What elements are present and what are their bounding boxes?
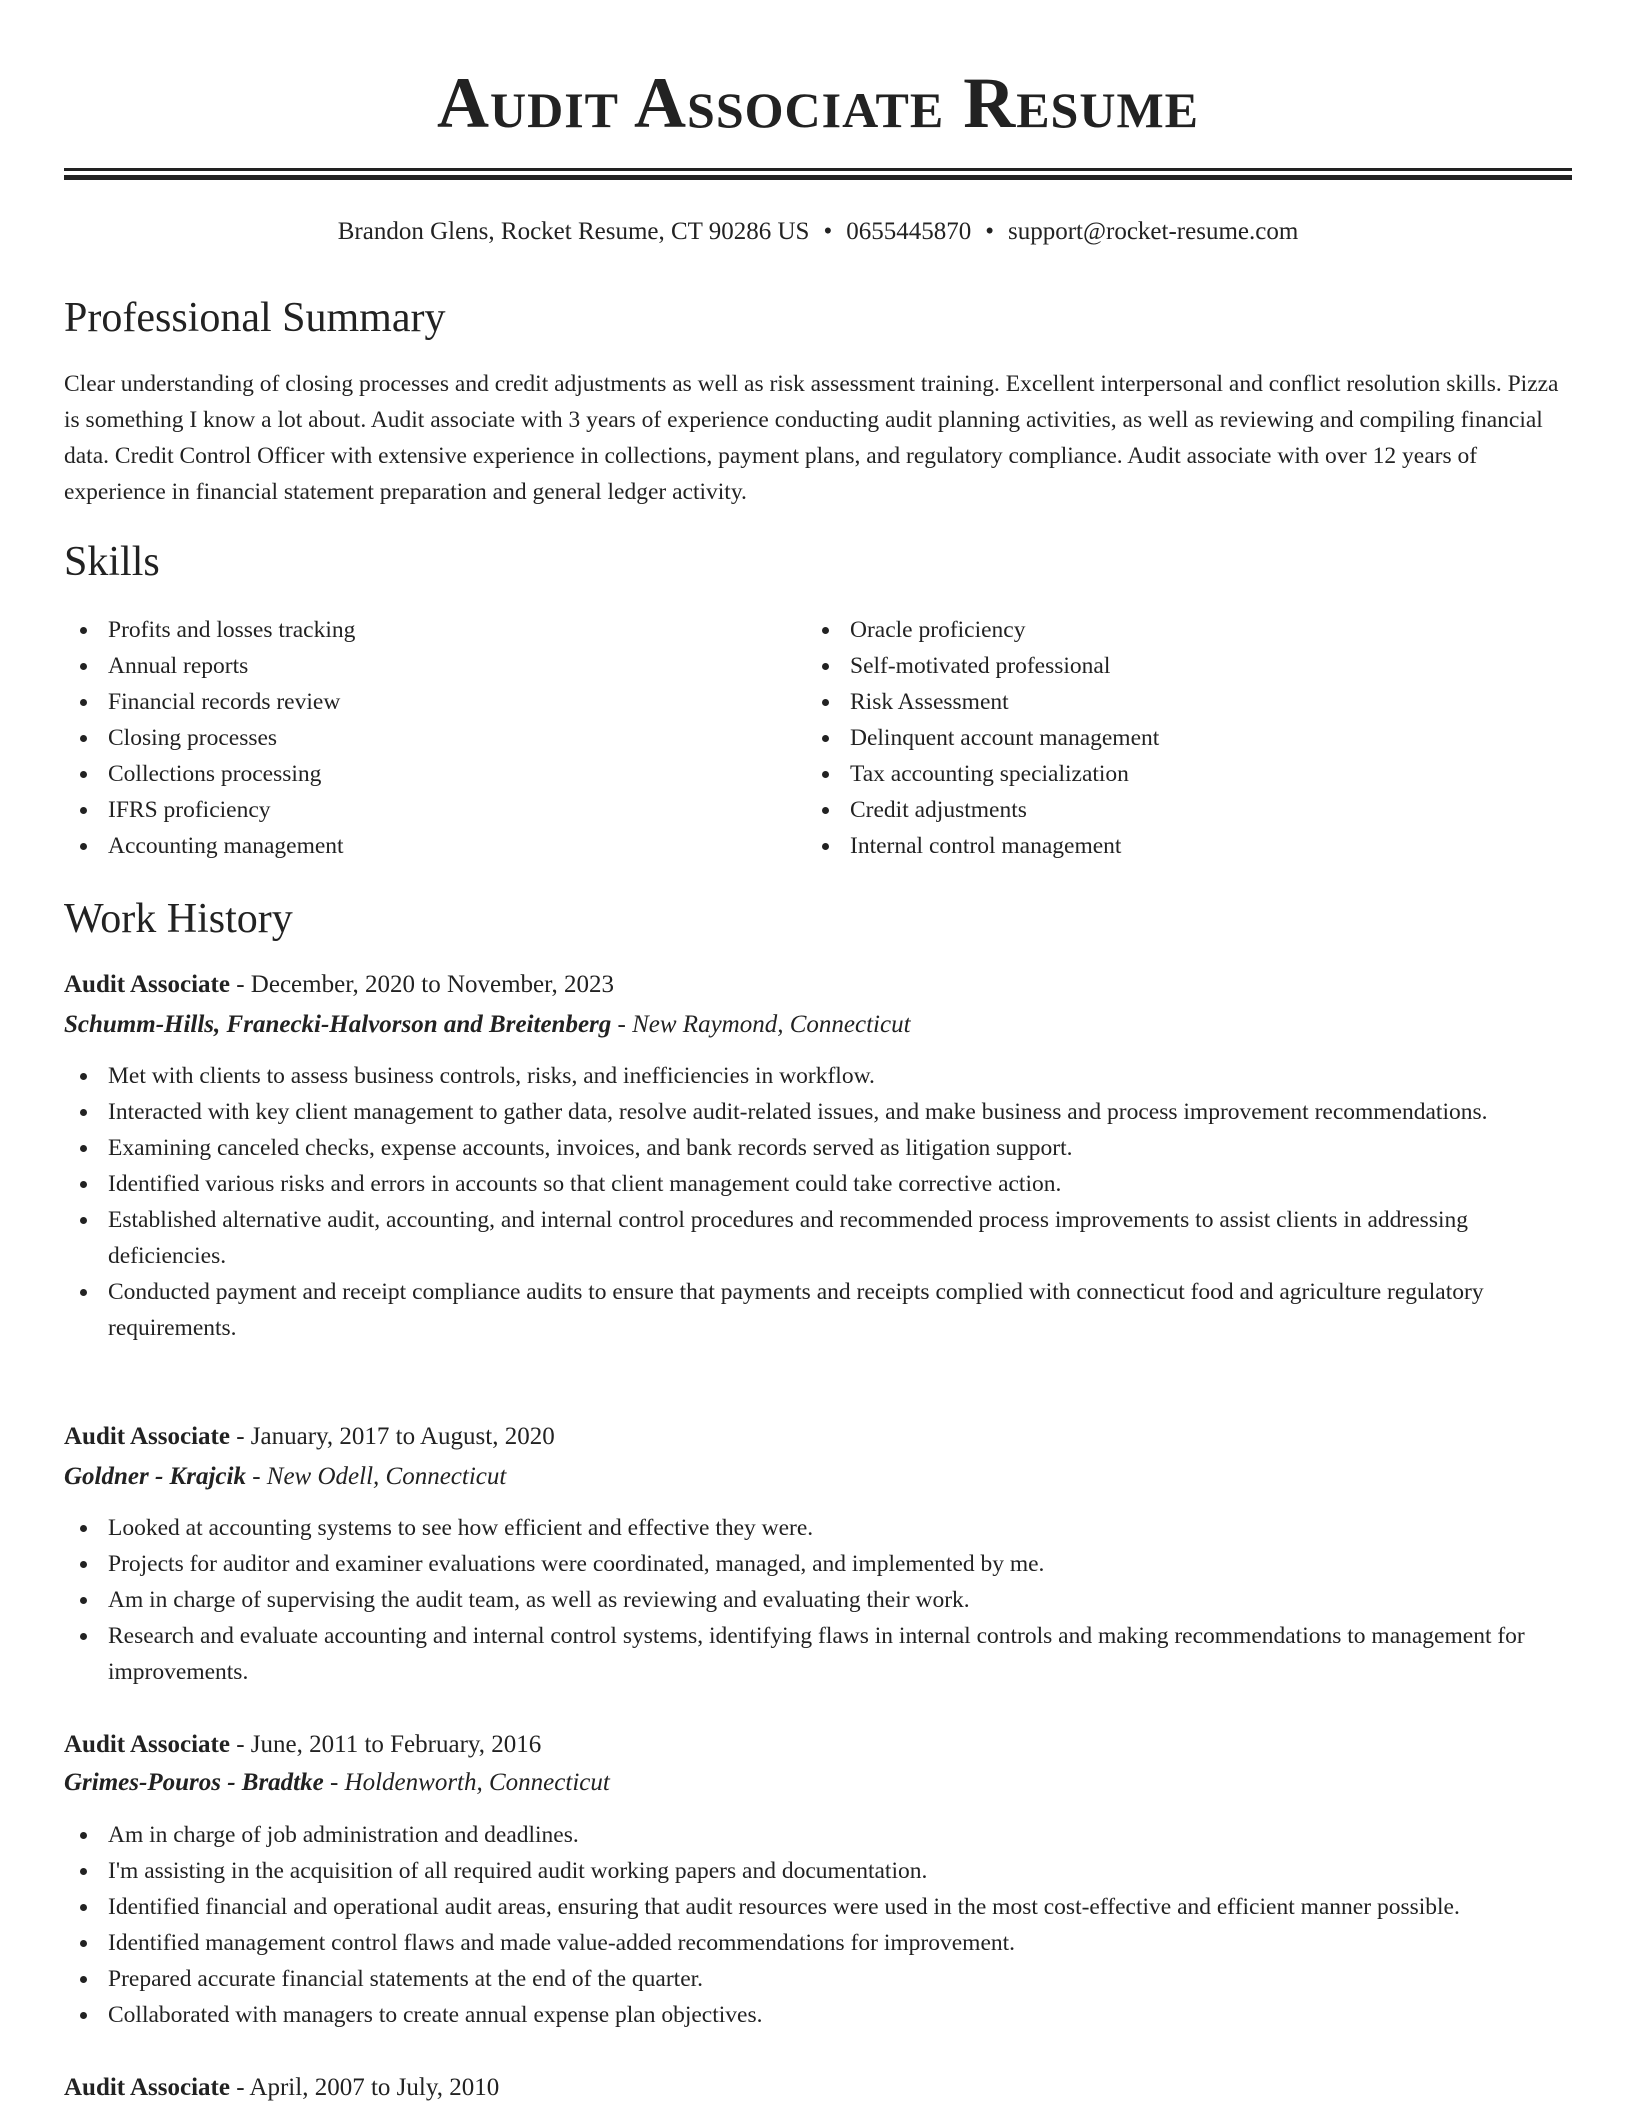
skill-item: Internal control management (806, 828, 1506, 864)
job-bullet: Conducted payment and receipt compliance audits to ensure that payments and receipts complied with connecticut food and agriculture regulatory requirements. (64, 1274, 1572, 1346)
contact-phone: 0655445870 (846, 218, 972, 245)
resume-page (64, 0, 1572, 2101)
job-bullets (64, 1510, 1572, 1690)
title-divider-thick (64, 175, 1572, 180)
job-header (64, 1419, 555, 1455)
skills-list-right (806, 612, 1506, 864)
skill-item: Delinquent account management (806, 720, 1506, 756)
job-bullet: Collaborated with managers to create annual expense plan objectives. (64, 1997, 1572, 2033)
job-company: Grimes-Pouros - Bradtke (64, 1769, 324, 1796)
skill-item: Accounting management (64, 828, 764, 864)
contact-address: Brandon Glens, Rocket Resume, CT 90286 US (337, 218, 810, 245)
job-bullet: Identified various risks and errors in accounts so that client management could take corrective action. (64, 1166, 1572, 1202)
job-bullet: Met with clients to assess business controls, risks, and inefficiencies in workflow. (64, 1058, 1572, 1094)
skills-list-left (64, 612, 764, 864)
job-bullet: Examining canceled checks, expense accounts, invoices, and bank records served as litigation support. (64, 1130, 1572, 1166)
skill-item: Financial records review (64, 684, 764, 720)
job-bullet: Am in charge of job administration and deadlines. (64, 1817, 1572, 1853)
work-history-heading: Work History (64, 896, 293, 942)
job-role: Audit Associate (64, 971, 230, 998)
job-dates: - January, 2017 to August, 2020 (229, 1423, 555, 1450)
job-bullet: Projects for auditor and examiner evaluations were coordinated, managed, and implemented by me. (64, 1546, 1572, 1582)
job-bullet: Research and evaluate accounting and internal control systems, identifying flaws in internal controls and making recommendations to management for improvements. (64, 1618, 1572, 1690)
resume-title: Audit Associate Resume (436, 63, 1200, 143)
job-location: - Holdenworth, Connecticut (323, 1769, 610, 1796)
job-location: - New Raymond, Connecticut (611, 1011, 911, 1038)
skills-heading: Skills (64, 539, 160, 585)
skill-item: Profits and losses tracking (64, 612, 764, 648)
job-company: Goldner - Krajcik (64, 1463, 246, 1490)
job-role: Audit Associate (64, 2074, 230, 2101)
summary-text: Clear understanding of closing processes and credit adjustments as well as risk assessment training. Excellent interpersonal and conflict resolution skills. Pizza is something I know a lot about. Audit associate with 3 years of experience conducting audit planning activities, as well as reviewing and compiling financial data. Credit Control Officer with extensive experience in collections, payment plans, and regulatory compliance. Audit associate with over 12 years of experience in financial statement preparation and general ledger activity. (64, 371, 1559, 505)
job-company: Schumm-Hills, Franecki-Halvorson and Breitenberg (64, 1011, 612, 1038)
job-bullet: Looked at accounting systems to see how efficient and effective they were. (64, 1510, 1572, 1546)
job-bullet: Am in charge of supervising the audit team, as well as reviewing and evaluating their work. (64, 1582, 1572, 1618)
job-bullet: I'm assisting in the acquisition of all required audit working papers and documentation. (64, 1853, 1572, 1889)
skill-item: Collections processing (64, 756, 764, 792)
skill-item: IFRS proficiency (64, 792, 764, 828)
job-header (64, 2070, 499, 2106)
job-role: Audit Associate (64, 1731, 230, 1758)
contact-line (64, 214, 1572, 250)
contact-separator: • (985, 218, 994, 245)
job-role: Audit Associate (64, 1423, 230, 1450)
job-company-line (64, 1459, 506, 1495)
job-bullet: Prepared accurate financial statements at the end of the quarter. (64, 1961, 1572, 1997)
summary-heading: Professional Summary (64, 295, 446, 341)
skill-item: Self-motivated professional (806, 648, 1506, 684)
job-bullets (64, 1817, 1572, 2033)
job-dates: - June, 2011 to February, 2016 (229, 1731, 542, 1758)
title-divider-thin (64, 168, 1572, 171)
job-company-line (64, 1765, 610, 1801)
job-header (64, 1727, 541, 1763)
skill-item: Tax accounting specialization (806, 756, 1506, 792)
skill-item: Annual reports (64, 648, 764, 684)
job-bullets (64, 1058, 1572, 1346)
job-bullet: Interacted with key client management to gather data, resolve audit-related issues, and make business and process improvement recommendations. (64, 1094, 1572, 1130)
job-bullet: Identified financial and operational audit areas, ensuring that audit resources were used in the most cost-effective and efficient manner possible. (64, 1889, 1572, 1925)
contact-separator: • (823, 218, 833, 245)
contact-email: support@rocket-resume.com (1007, 218, 1299, 245)
job-bullet: Established alternative audit, accounting, and internal control procedures and recommended process improvements to assist clients in addressing deficiencies. (64, 1202, 1572, 1274)
job-location: - New Odell, Connecticut (245, 1463, 507, 1490)
skill-item: Oracle proficiency (806, 612, 1506, 648)
skill-item: Risk Assessment (806, 684, 1506, 720)
job-dates: - April, 2007 to July, 2010 (229, 2074, 500, 2101)
job-bullet: Identified management control flaws and made value-added recommendations for improvement. (64, 1925, 1572, 1961)
skill-item: Credit adjustments (806, 792, 1506, 828)
job-dates: - December, 2020 to November, 2023 (229, 971, 614, 998)
job-company-line (64, 1007, 911, 1043)
skill-item: Closing processes (64, 720, 764, 756)
job-header (64, 967, 614, 1003)
